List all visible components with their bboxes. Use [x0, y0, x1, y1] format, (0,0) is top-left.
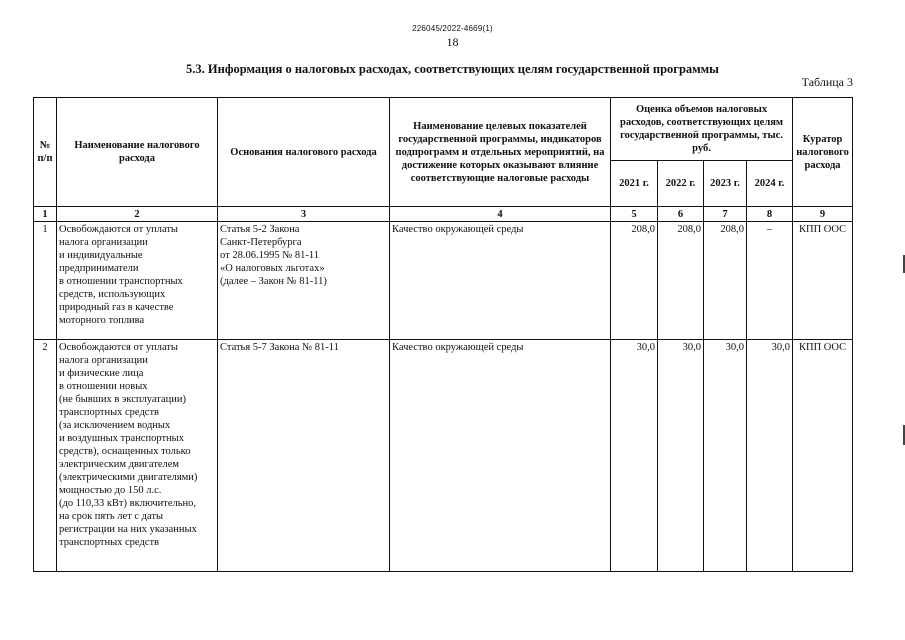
- document-registration-number: 226045/2022-4669(1): [412, 24, 493, 33]
- header-year-2024: 2024 г.: [747, 161, 793, 207]
- table-label: Таблица 3: [801, 75, 853, 89]
- value-2021: 208,0: [611, 222, 658, 340]
- target-indicator: Качество окружающей среды: [390, 340, 611, 572]
- column-number: 9: [793, 207, 853, 222]
- value-2022: 208,0: [658, 222, 704, 340]
- value-2024: 30,0: [747, 340, 793, 572]
- header-year-2022: 2022 г.: [658, 161, 704, 207]
- column-number: 7: [704, 207, 747, 222]
- row-index: 2: [34, 340, 57, 572]
- tax-expenditure-name: Освобождаются от уплаты налога организации и физические лица в отношении новых (не бывших в эксплуатации) транспортных средств (за исключением водных и воздушных транспортных средств), оснащенных только электрическим двигателем (электрическими двигателями) мощностью до 150 л.с. (до 110,33 кВт) включительно, на срок пять лет с даты регистрации на них указанных транспортных средств: [57, 340, 218, 572]
- header-row: [34, 98, 853, 161]
- header-name: Наименование налогового расхода: [57, 98, 218, 207]
- column-number: 8: [747, 207, 793, 222]
- value-2023: 30,0: [704, 340, 747, 572]
- header-curator: Куратор налогового расхода: [793, 98, 853, 207]
- tax-expenditure-basis: Статья 5-2 Закона Санкт-Петербурга от 28.06.1995 № 81-11 «О налоговых льготах» (далее – Закон № 81-11): [218, 222, 390, 340]
- table-row: [34, 340, 853, 572]
- column-number-row: [34, 207, 853, 222]
- value-2023: 208,0: [704, 222, 747, 340]
- section-title: 5.3. Информация о налоговых расходах, соответствующих целям государственной программы: [186, 62, 719, 76]
- target-indicator: Качество окружающей среды: [390, 222, 611, 340]
- column-number: 3: [218, 207, 390, 222]
- page-number: 18: [446, 35, 459, 49]
- tax-expenditure-name: Освобождаются от уплаты налога организации и индивидуальные предприниматели в отношении транспортных средств, использующих природный газ в качестве моторного топлива: [57, 222, 218, 340]
- column-number: 5: [611, 207, 658, 222]
- column-number: 4: [390, 207, 611, 222]
- header-estimate: Оценка объемов налоговых расходов, соответствующих целям государственной программы, тыс. руб.: [611, 98, 793, 161]
- header-no: № п/п: [34, 98, 57, 207]
- column-number: 2: [57, 207, 218, 222]
- header-basis: Основания налогового расхода: [218, 98, 390, 207]
- column-number: 1: [34, 207, 57, 222]
- column-number: 6: [658, 207, 704, 222]
- value-2024: –: [747, 222, 793, 340]
- tax-expenditures-table: [33, 97, 853, 572]
- header-year-2021: 2021 г.: [611, 161, 658, 207]
- header-indicators: Наименование целевых показателей государственной программы, индикаторов подпрограмм и отдельных мероприятий, на достижение которых оказывают влияние соответствующие налоговые расходы: [390, 98, 611, 207]
- curator: КПП ООС: [793, 222, 853, 340]
- value-2021: 30,0: [611, 340, 658, 572]
- header-year-2023: 2023 г.: [704, 161, 747, 207]
- curator: КПП ООС: [793, 340, 853, 572]
- row-index: 1: [34, 222, 57, 340]
- table-row: [34, 222, 853, 340]
- tax-expenditure-basis: Статья 5-7 Закона № 81-11: [218, 340, 390, 572]
- value-2022: 30,0: [658, 340, 704, 572]
